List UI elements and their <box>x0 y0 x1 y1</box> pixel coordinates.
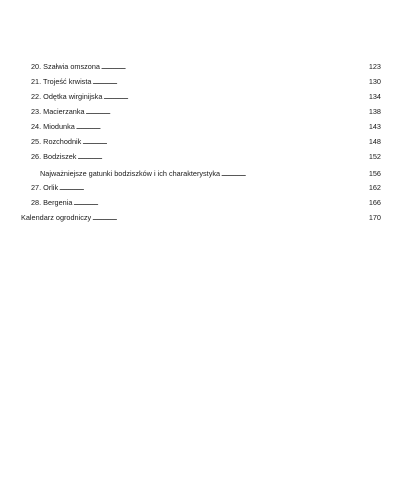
toc-page-number: 138 <box>368 107 381 116</box>
dot-leader <box>92 78 366 88</box>
toc-entry-title: Kalendarz ogrodniczy <box>21 213 92 222</box>
toc-page-number: 156 <box>368 169 381 178</box>
toc-page-number: 143 <box>368 122 381 131</box>
toc-entry-rozchodnik[interactable] <box>31 137 381 147</box>
toc-entry-bodziszek[interactable] <box>31 152 381 162</box>
toc-entry-macierzanka[interactable] <box>31 107 381 117</box>
toc-entry-title: 22. Odętka wirginijska <box>31 92 103 101</box>
toc-entry-trojesc-krwista[interactable] <box>31 77 381 87</box>
dot-leader <box>77 153 366 163</box>
toc-entry-kalendarz-ogrodniczy[interactable] <box>21 213 381 223</box>
toc-entry-title: Najważniejsze gatunki bodziszków i ich charakterystyka <box>40 169 221 178</box>
toc-page-number: 162 <box>368 183 381 192</box>
toc-page-number: 130 <box>368 77 381 86</box>
toc-page-number: 123 <box>368 62 381 71</box>
dot-leader <box>221 170 367 180</box>
dot-leader <box>92 214 367 224</box>
toc-entry-gatunki-bodziszkow[interactable] <box>40 169 381 179</box>
toc-entry-title: 21. Trojeść krwista <box>31 77 92 86</box>
toc-entry-title: 28. Bergenia <box>31 198 73 207</box>
toc-entry-orlik[interactable] <box>31 183 381 193</box>
toc-page-number: 134 <box>368 92 381 101</box>
toc-entry-szalwia-omszona[interactable] <box>31 62 381 72</box>
dot-leader <box>103 93 366 103</box>
dot-leader <box>59 184 367 194</box>
toc-entry-title: 24. Miodunka <box>31 122 75 131</box>
toc-page-number: 166 <box>368 198 381 207</box>
toc-entry-miodunka[interactable] <box>31 122 381 132</box>
toc-entry-title: 20. Szałwia omszona <box>31 62 100 71</box>
toc-entry-odetka-wirginijska[interactable] <box>31 92 381 102</box>
toc-entry-title: 26. Bodziszek <box>31 152 77 161</box>
dot-leader <box>101 63 367 73</box>
toc-page-number: 152 <box>368 152 381 161</box>
dot-leader <box>76 123 367 133</box>
toc-entry-title: 25. Rozchodnik <box>31 137 82 146</box>
dot-leader <box>82 138 367 148</box>
toc-entry-bergenia[interactable] <box>31 198 381 208</box>
toc-entry-title: 23. Macierzanka <box>31 107 85 116</box>
dot-leader <box>86 108 367 118</box>
toc-page-number: 170 <box>368 213 381 222</box>
toc-page-number: 148 <box>368 137 381 146</box>
dot-leader <box>73 199 366 209</box>
toc-entry-title: 27. Orlik <box>31 183 59 192</box>
